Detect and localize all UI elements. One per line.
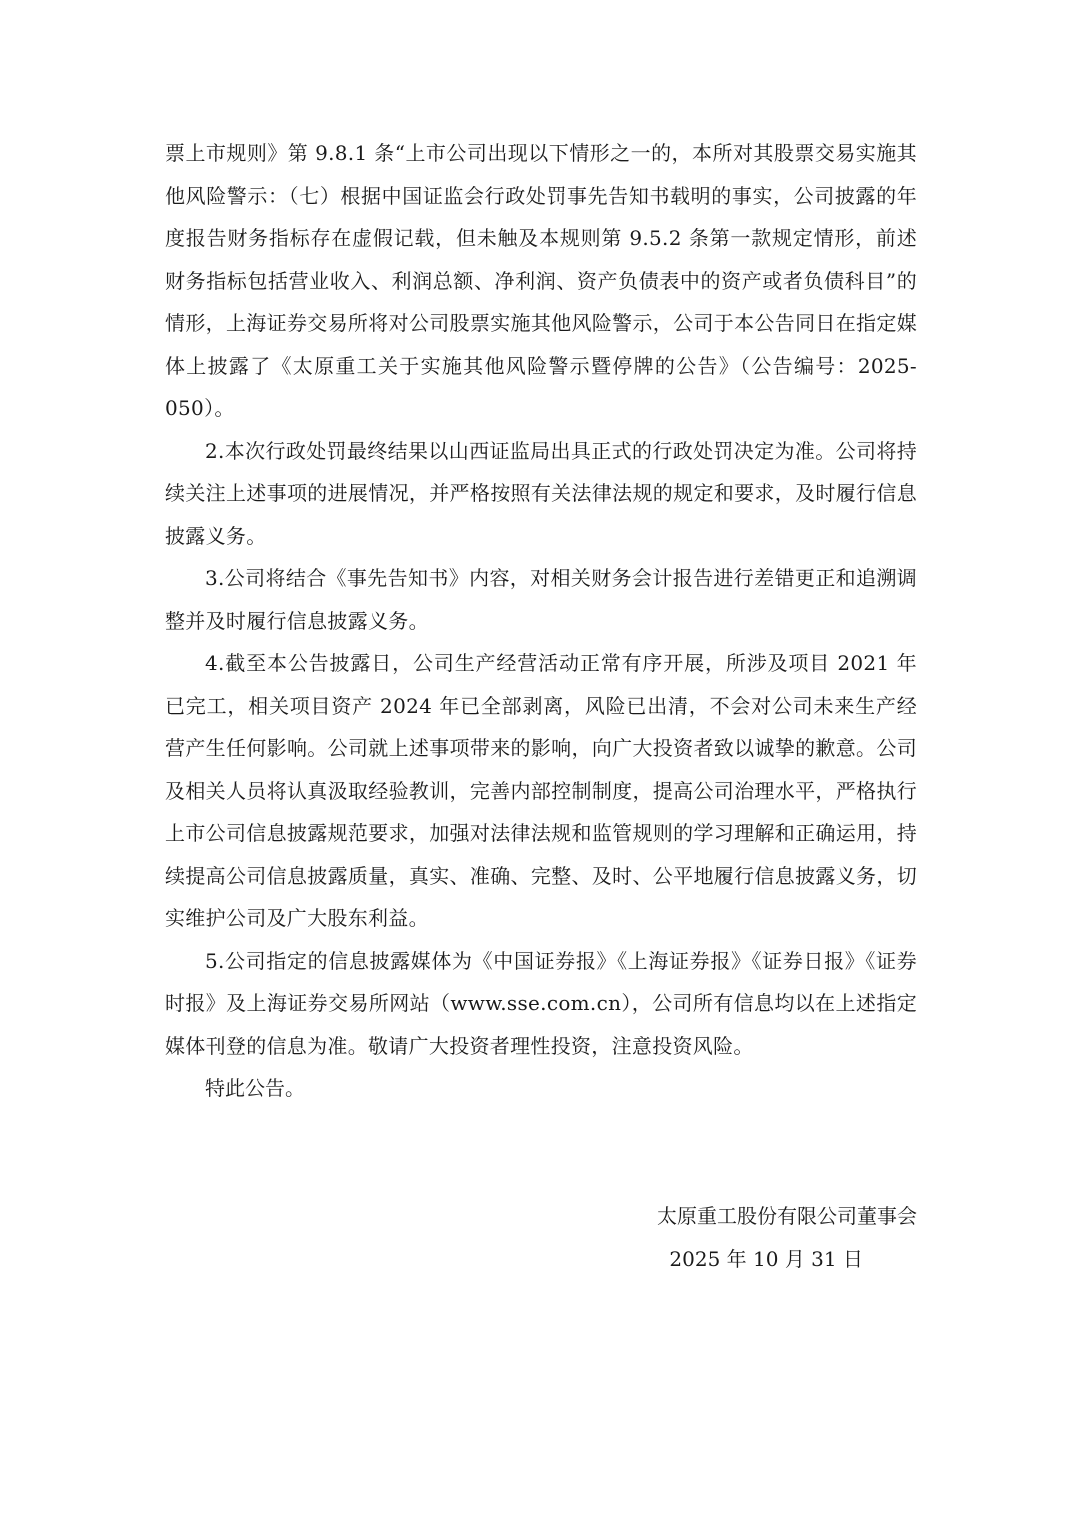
paragraph-item-4: 4.截至本公告披露日，公司生产经营活动正常有序开展，所涉及项目 2021 年已完工，相关项目资产 2024 年已全部剥离，风险已出清，不会对公司未来生产经营产生任何影响。公司就上述事项带来的影响，向广大投资者致以诚挚的歉意。公司及相关人员将认真汲取经验教训，完善内部控制制度，提高公司治理水平，严格执行上市公司信息披露规范要求，加强对法律法规和监管规则的学习理解和正确运用，持续提高公司信息披露质量，真实、准确、完整、及时、公平地履行信息披露义务，切实维护公司及广大股东利益。 <box>165 651 917 930</box>
paragraph-item-2: 2.本次行政处罚最终结果以山西证监局出具正式的行政处罚决定为准。公司将持续关注上述事项的进展情况，并严格按照有关法律法规的规定和要求，及时履行信息披露义务。 <box>165 438 917 548</box>
paragraph-continued: 票上市规则》第 9.8.1 条“上市公司出现以下情形之一的，本所对其股票交易实施其他风险警示：（七）根据中国证监会行政处罚事先告知书载明的事实，公司披露的年度报告财务指标存在虚假记载，但未触及本规则第 9.5.2 条第一款规定情形，前述财务指标包括营业收入、利润总额、净利润、资产负债表中的资产或者负债科目”的情形，上海证券交易所将对公司股票实施其他风险警示，公司于本公告同日在指定媒体上披露了《太原重工关于实施其他风险警示暨停牌的公告》（公告编号：2025-050）。 <box>165 141 917 420</box>
paragraph-item-5: 5.公司指定的信息披露媒体为《中国证券报》《上海证券报》《证券日报》《证券时报》及上海证券交易所网站（www.sse.com.cn），公司所有信息均以在上述指定媒体刊登的信息为准。敬请广大投资者理性投资，注意投资风险。 <box>165 948 917 1058</box>
signature-company: 太原重工股份有限公司董事会 <box>657 1204 917 1228</box>
document-body <box>165 132 917 1110</box>
signature-date: 2025 年 10 月 31 日 <box>669 1246 863 1271</box>
closing-statement: 特此公告。 <box>205 1076 305 1100</box>
signature-block <box>165 1195 917 1280</box>
paragraph-item-3: 3.公司将结合《事先告知书》内容，对相关财务会计报告进行差错更正和追溯调整并及时履行信息披露义务。 <box>165 566 917 633</box>
